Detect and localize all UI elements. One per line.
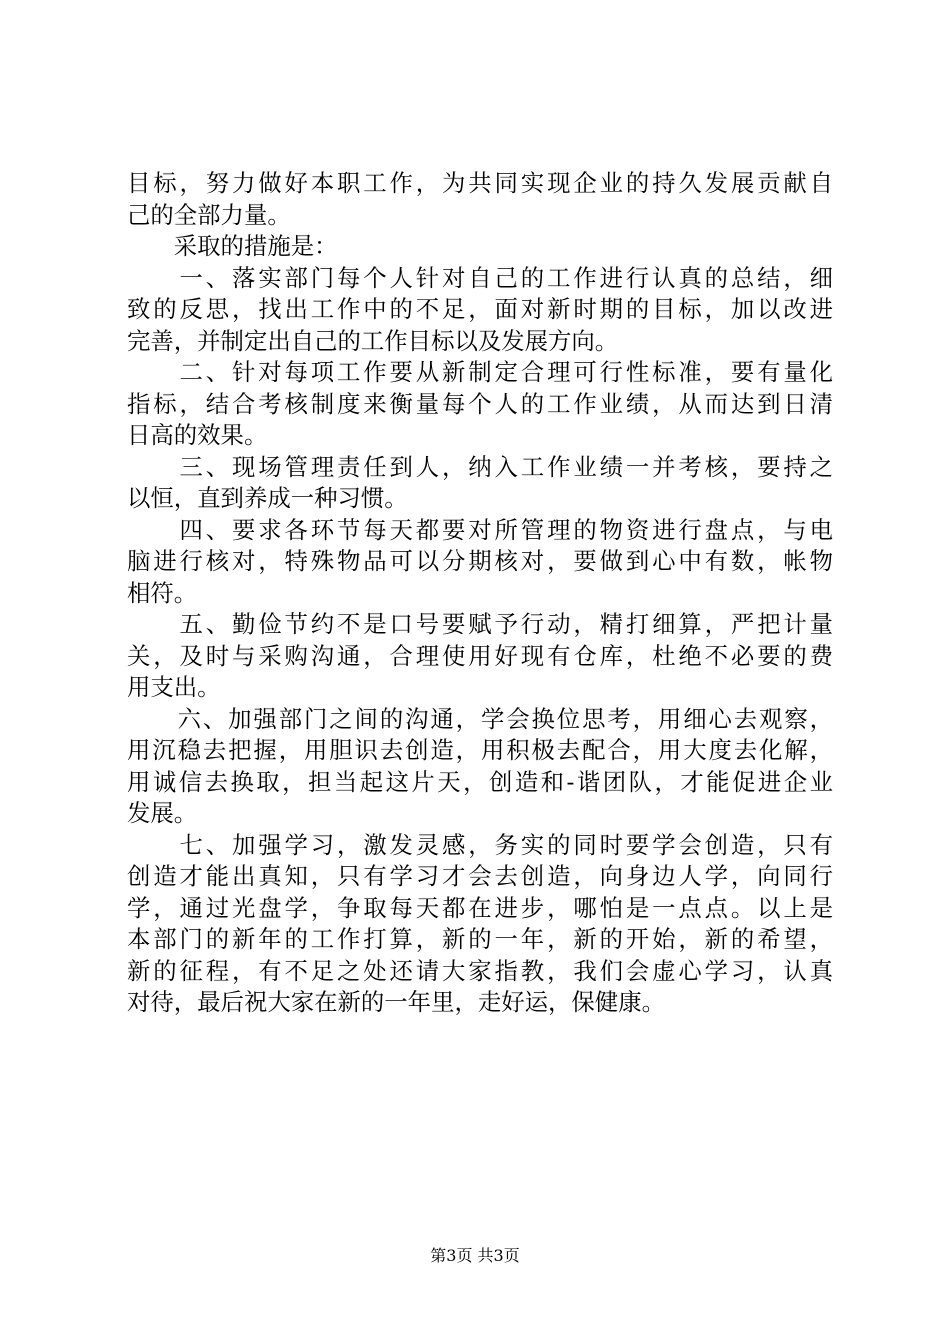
text-line: 四、要求各环节每天都要对所管理的物资进行盘点，与电 bbox=[127, 515, 833, 544]
text-line: 指标，结合考核制度来衡量每个人的工作业绩，从而达到日清 bbox=[127, 389, 833, 418]
text-line: 新的征程，有不足之处还请大家指教，我们会虚心学习，认真 bbox=[127, 956, 833, 985]
text-line: 己的全部力量。 bbox=[127, 200, 291, 229]
text-line: 本部门的新年的工作打算，新的一年，新的开始，新的希望， bbox=[127, 925, 833, 953]
text-line: 完善，并制定出自己的工作目标以及发展方向。 bbox=[127, 326, 619, 355]
text-line: 日高的效果。 bbox=[127, 421, 268, 449]
text-line: 五、勤俭节约不是口号要赋予行动，精打细算，严把计量 bbox=[127, 610, 833, 638]
text-line: 一、落实部门每个人针对自己的工作进行认真的总结，细 bbox=[127, 263, 833, 292]
text-line: 创造才能出真知，只有学习才会去创造，向身边人学，向同行 bbox=[127, 862, 833, 890]
text-line: 六、加强部门之间的沟通，学会换位思考，用细心去观察， bbox=[127, 704, 833, 733]
text-line: 学，通过光盘学，争取每天都在进步，哪怕是一点点。以上是 bbox=[127, 893, 833, 922]
document-body bbox=[127, 168, 833, 1019]
text-line: 用诚信去换取，担当起这片天，创造和-谐团队，才能促进企业 bbox=[127, 767, 833, 796]
text-line: 七、加强学习，激发灵感，务实的同时要学会创造，只有 bbox=[127, 830, 833, 859]
text-line: 二、针对每项工作要从新制定合理可行性标准，要有量化 bbox=[127, 358, 833, 386]
text-line: 脑进行核对，特殊物品可以分期核对，要做到心中有数，帐物 bbox=[127, 547, 833, 575]
text-line: 目标，努力做好本职工作，为共同实现企业的持久发展贡献自 bbox=[127, 169, 833, 197]
text-line: 以恒，直到养成一种习惯。 bbox=[127, 484, 408, 512]
text-line: 发展。 bbox=[127, 799, 198, 827]
text-line: 用沉稳去把握，用胆识去创造，用积极去配合，用大度去化解， bbox=[127, 736, 833, 764]
text-line: 关，及时与采购沟通，合理使用好现有仓库，杜绝不必要的费 bbox=[127, 641, 833, 670]
text-line: 致的反思，找出工作中的不足，面对新时期的目标，加以改进 bbox=[127, 295, 833, 323]
text-line: 用支出。 bbox=[127, 673, 221, 701]
page-number-footer: 第3页 共3页 bbox=[430, 1246, 520, 1265]
text-line: 相符。 bbox=[127, 578, 198, 607]
text-line: 对待，最后祝大家在新的一年里，走好运，保健康。 bbox=[127, 988, 665, 1016]
text-line: 三、现场管理责任到人，纳入工作业绩一并考核，要持之 bbox=[127, 452, 833, 481]
text-line: 采取的措施是： bbox=[127, 232, 338, 260]
